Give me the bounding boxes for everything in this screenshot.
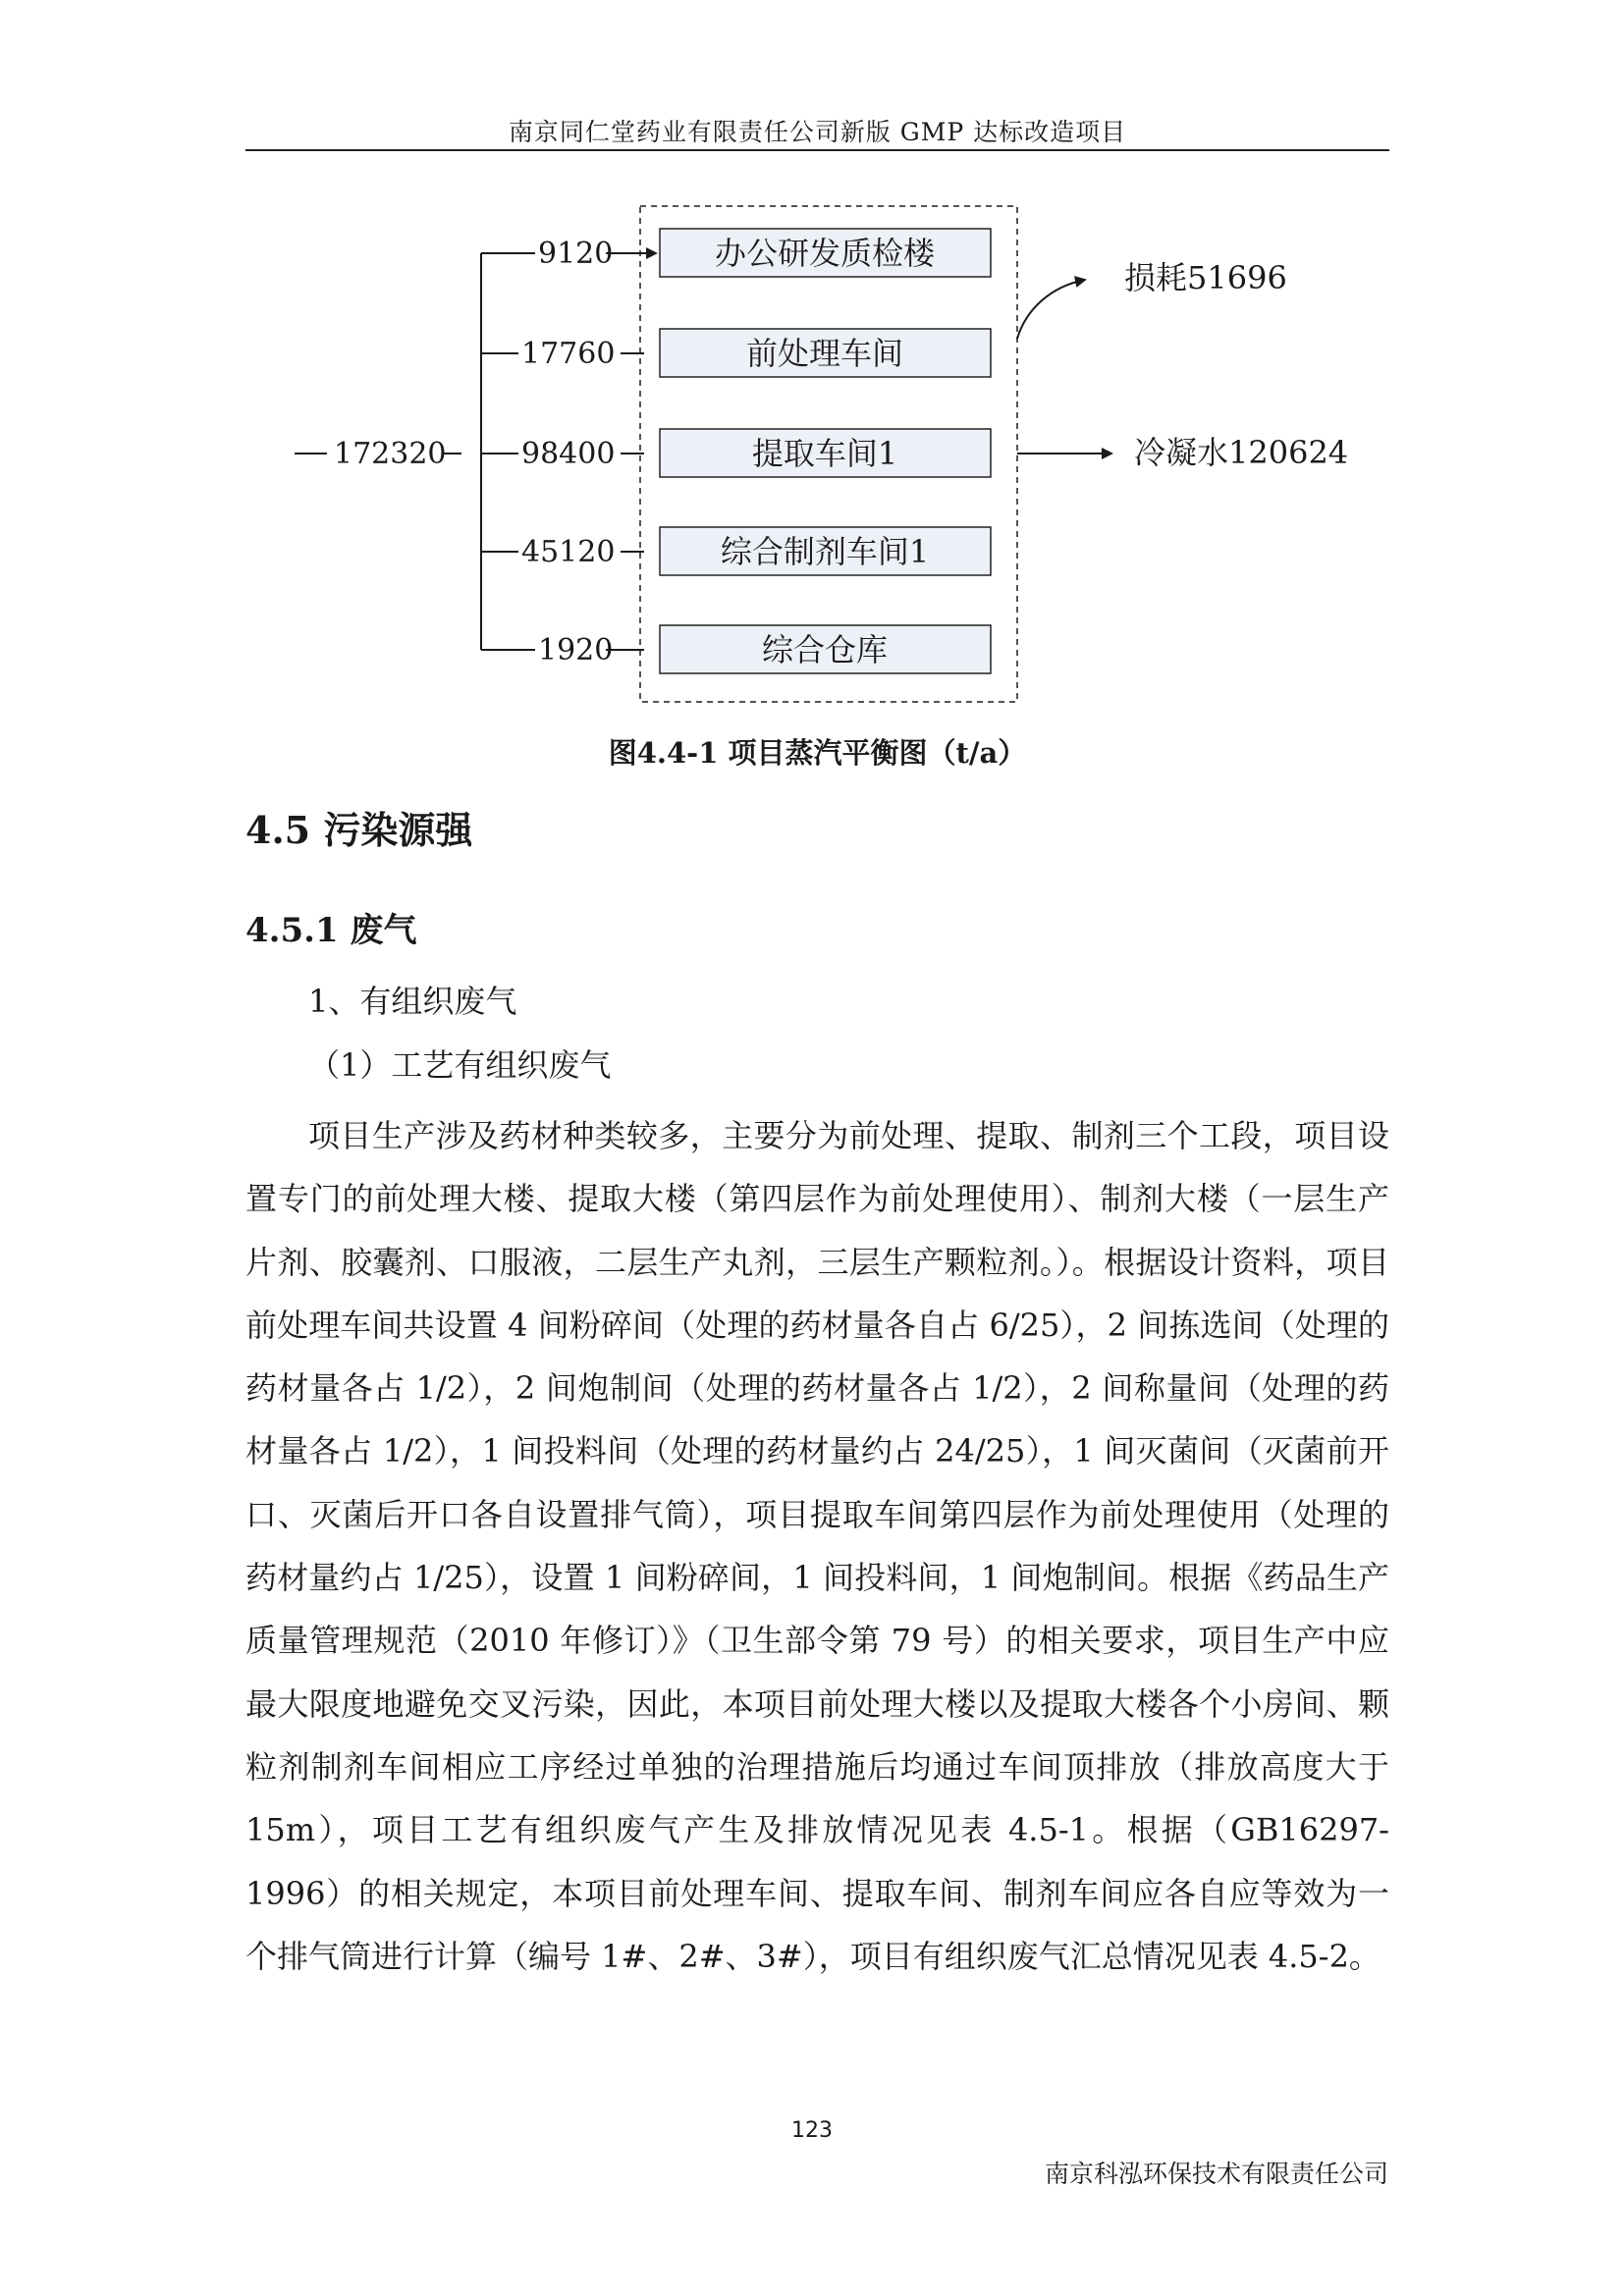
header-title: 南京同仁堂药业有限责任公司新版 GMP 达标改造项目 bbox=[508, 118, 1127, 146]
branch-value-3: 98400 bbox=[521, 437, 616, 471]
loss-label: 损耗51696 bbox=[1124, 259, 1287, 296]
unit-label-1: 办公研发质检楼 bbox=[714, 235, 936, 272]
condensate-label: 冷凝水120624 bbox=[1134, 434, 1349, 471]
branch-value-4: 45120 bbox=[521, 535, 616, 569]
loss-arrow bbox=[1017, 280, 1085, 339]
total-value: 172320 bbox=[334, 437, 447, 471]
unit-label-3: 提取车间1 bbox=[751, 435, 898, 472]
figure-caption: 图4.4-1 项目蒸汽平衡图（t/a） bbox=[608, 736, 1027, 770]
unit-label-5: 综合仓库 bbox=[761, 631, 889, 668]
steam-balance-diagram bbox=[0, 0, 1624, 726]
branch-value-1: 9120 bbox=[538, 237, 614, 271]
unit-label-4: 综合制剂车间1 bbox=[720, 533, 930, 570]
subsection-heading: 4.5.1 废气 bbox=[245, 911, 417, 950]
branch-value-2: 17760 bbox=[521, 337, 616, 371]
list-item-2: （1）工艺有组织废气 bbox=[308, 1046, 612, 1084]
branch-value-5: 1920 bbox=[538, 633, 614, 667]
unit-label-2: 前处理车间 bbox=[745, 335, 904, 372]
list-item-1: 1、有组织废气 bbox=[308, 983, 517, 1020]
footer-company: 南京科泓环保技术有限责任公司 bbox=[1044, 2160, 1388, 2188]
section-heading: 4.5 污染源强 bbox=[245, 808, 473, 852]
page-number: 123 bbox=[791, 2118, 833, 2143]
body-paragraph: 项目生产涉及药材种类较多，主要分为前处理、提取、制剂三个工段，项目设置专门的前处理大楼、提取大楼（第四层作为前处理使用）、制剂大楼（一层生产片剂、胶囊剂、口服液，二层生产丸剂，三层生产颗粒剂。）。根据设计资料，项目前处理车间共设置 4 间粉碎间（处理的药材量各自占 6/25），2 间拣选间（处理的药材量各占 1/2），2 间炮制间（处理的药材量各占 1/2），2 间称量间（处理的药材量各占 1/2），1 间投料间（处理的药材量约占 24/25），1 间灭菌间（灭菌前开口、灭菌后开口各自设置排气筒），项目提取车间第四层作为前处理使用（处理的药材量约占 1/25），设置 1 间粉碎间，1 间投料间，1 间炮制间。根据《药品生产质量管理规范（2010 年修订）》（卫生部令第 79 号）的相关要求，项目生产中应最大限度地避免交叉污染，因此，本项目前处理大楼以及提取大楼各个小房间、颗粒剂制剂车间相应工序经过单独的治理措施后均通过车间顶排放（排放高度大于 15m），项目工艺有组织废气产生及排放情况见表 4.5-1。根据（GB16297-1996）的相关规定，本项目前处理车间、提取车间、制剂车间应各自应等效为一个排气筒进行计算（编号 1#、2#、3#），项目有组织废气汇总情况见表 4.5-2。 bbox=[245, 1117, 1389, 1975]
